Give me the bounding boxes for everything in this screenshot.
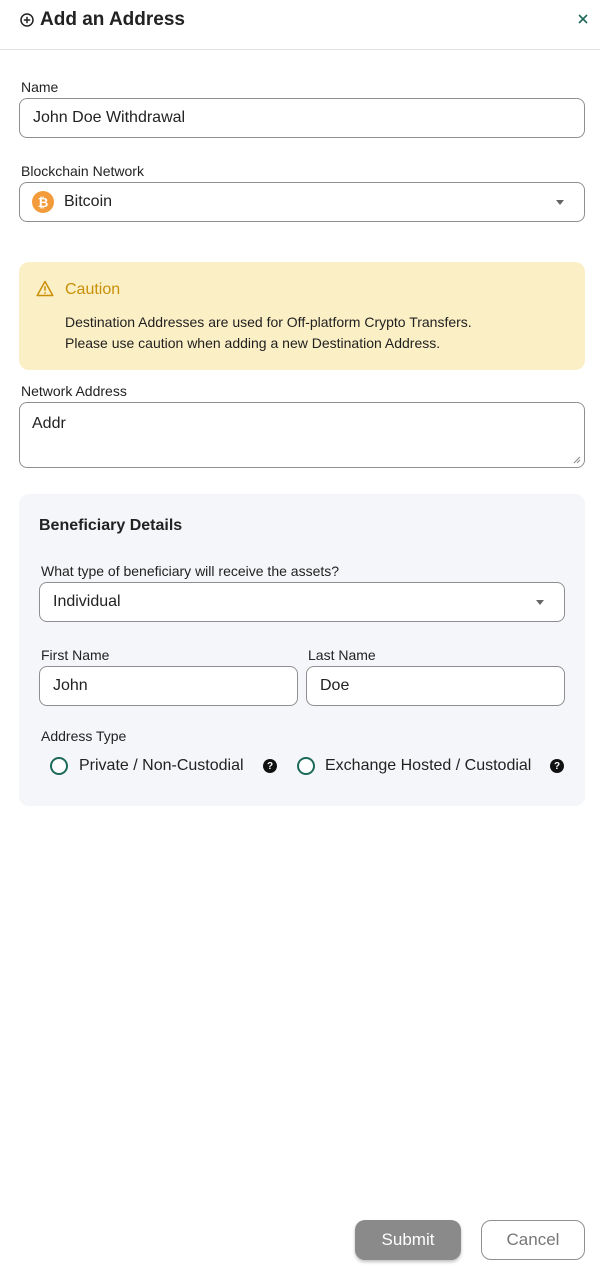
help-icon[interactable]: ? — [263, 759, 277, 773]
bitcoin-icon: ₿ — [32, 191, 54, 213]
network-address-value: Addr — [32, 415, 66, 432]
radio-exchange-label[interactable]: Exchange Hosted / Custodial — [325, 757, 532, 774]
name-label: Name — [21, 79, 59, 95]
caution-text-line-1: Destination Addresses are used for Off-platform Crypto Transfers. — [65, 314, 472, 330]
first-name-label: First Name — [41, 647, 110, 663]
network-address-textarea[interactable] — [19, 402, 585, 468]
address-type-label: Address Type — [41, 728, 127, 744]
network-select[interactable] — [19, 182, 585, 222]
network-address-label: Network Address — [21, 383, 127, 399]
modal-title-text: Add an Address — [40, 9, 185, 30]
radio-exchange-hosted-custodial[interactable] — [297, 757, 315, 775]
beneficiary-type-select[interactable] — [39, 582, 565, 622]
help-icon[interactable]: ? — [550, 759, 564, 773]
modal-header — [0, 0, 600, 50]
beneficiary-title: Beneficiary Details — [39, 517, 183, 534]
caution-text-line-2: Please use caution when adding a new Destination Address. — [65, 335, 441, 351]
radio-private-label[interactable]: Private / Non-Custodial — [79, 757, 244, 774]
close-icon[interactable] — [576, 12, 590, 26]
resize-grip-icon[interactable] — [573, 456, 581, 464]
plus-circle-icon — [20, 13, 34, 27]
caution-banner — [19, 262, 585, 370]
beneficiary-section — [19, 494, 585, 806]
caution-title: Caution — [65, 281, 121, 298]
name-input[interactable] — [19, 98, 585, 138]
cancel-button[interactable]: Cancel — [481, 1220, 585, 1260]
last-name-label: Last Name — [308, 647, 376, 663]
chevron-down-icon — [536, 600, 544, 605]
name-input-value: John Doe Withdrawal — [33, 109, 186, 126]
warning-triangle-icon — [36, 280, 54, 297]
submit-button[interactable]: Submit — [355, 1220, 461, 1260]
first-name-input[interactable] — [39, 666, 298, 706]
modal-title — [20, 8, 185, 32]
first-name-value: John — [53, 677, 88, 694]
chevron-down-icon — [556, 200, 564, 205]
network-label: Blockchain Network — [21, 163, 144, 179]
last-name-value: Doe — [320, 677, 350, 694]
radio-private-non-custodial[interactable] — [50, 757, 68, 775]
beneficiary-type-label: What type of beneficiary will receive the assets? — [41, 563, 340, 579]
beneficiary-type-value: Individual — [53, 593, 121, 610]
last-name-input[interactable] — [306, 666, 565, 706]
network-select-value: Bitcoin — [64, 193, 113, 210]
